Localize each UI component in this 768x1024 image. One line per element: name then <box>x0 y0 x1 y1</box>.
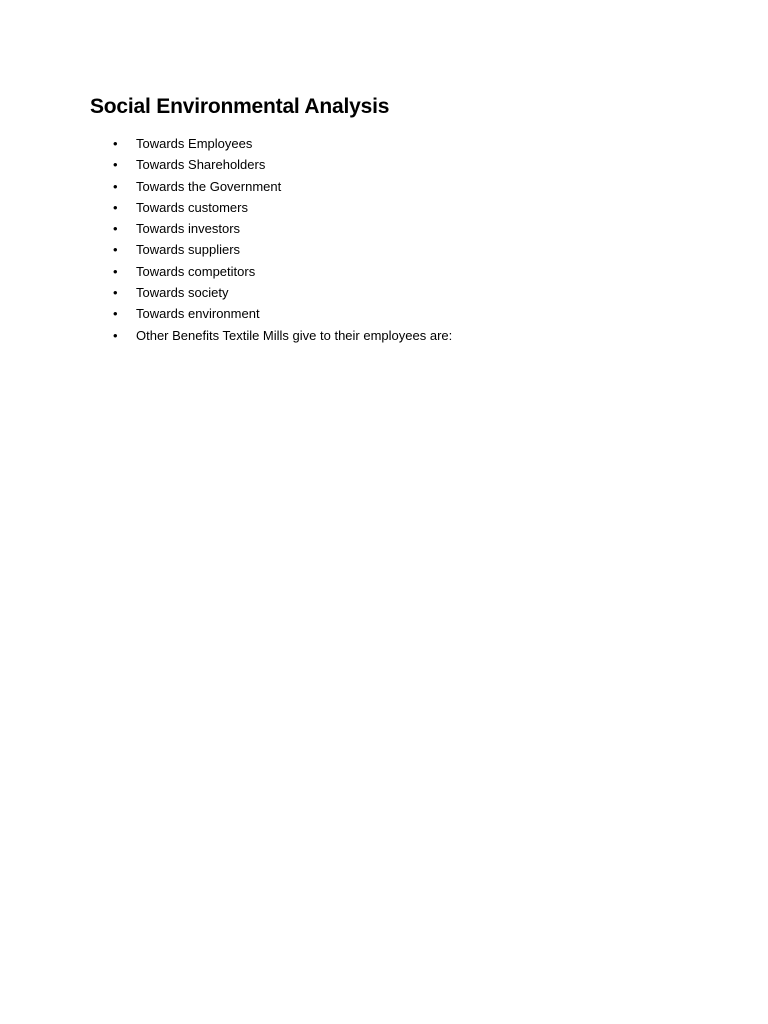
list-item-text: Towards customers <box>136 199 248 215</box>
list-item-text: Towards suppliers <box>136 242 241 258</box>
list-item-text: Towards the Government <box>136 178 282 194</box>
list-item-text: Towards Employees <box>136 136 253 151</box>
bullet-icon: • <box>113 242 118 258</box>
bullet-icon: • <box>113 136 118 151</box>
list-item-text: Other Benefits Textile Mills give to their employees are: <box>136 327 453 343</box>
bullet-icon: • <box>113 221 118 237</box>
list-item-text: Towards competitors <box>136 263 256 279</box>
bullet-icon: • <box>113 263 118 279</box>
bullet-icon: • <box>113 306 118 322</box>
list-item-text: Towards Shareholders <box>136 157 266 173</box>
bullet-icon: • <box>113 327 118 343</box>
bullet-icon: • <box>113 157 118 173</box>
list-item-text: Towards investors <box>136 221 241 237</box>
list-item-text: Towards society <box>136 285 229 301</box>
bullet-icon: • <box>113 199 118 215</box>
bullet-icon: • <box>113 285 118 301</box>
list-item-text: Towards environment <box>136 306 260 322</box>
page-title: Social Environmental Analysis <box>90 95 390 118</box>
bullet-icon: • <box>113 178 118 194</box>
